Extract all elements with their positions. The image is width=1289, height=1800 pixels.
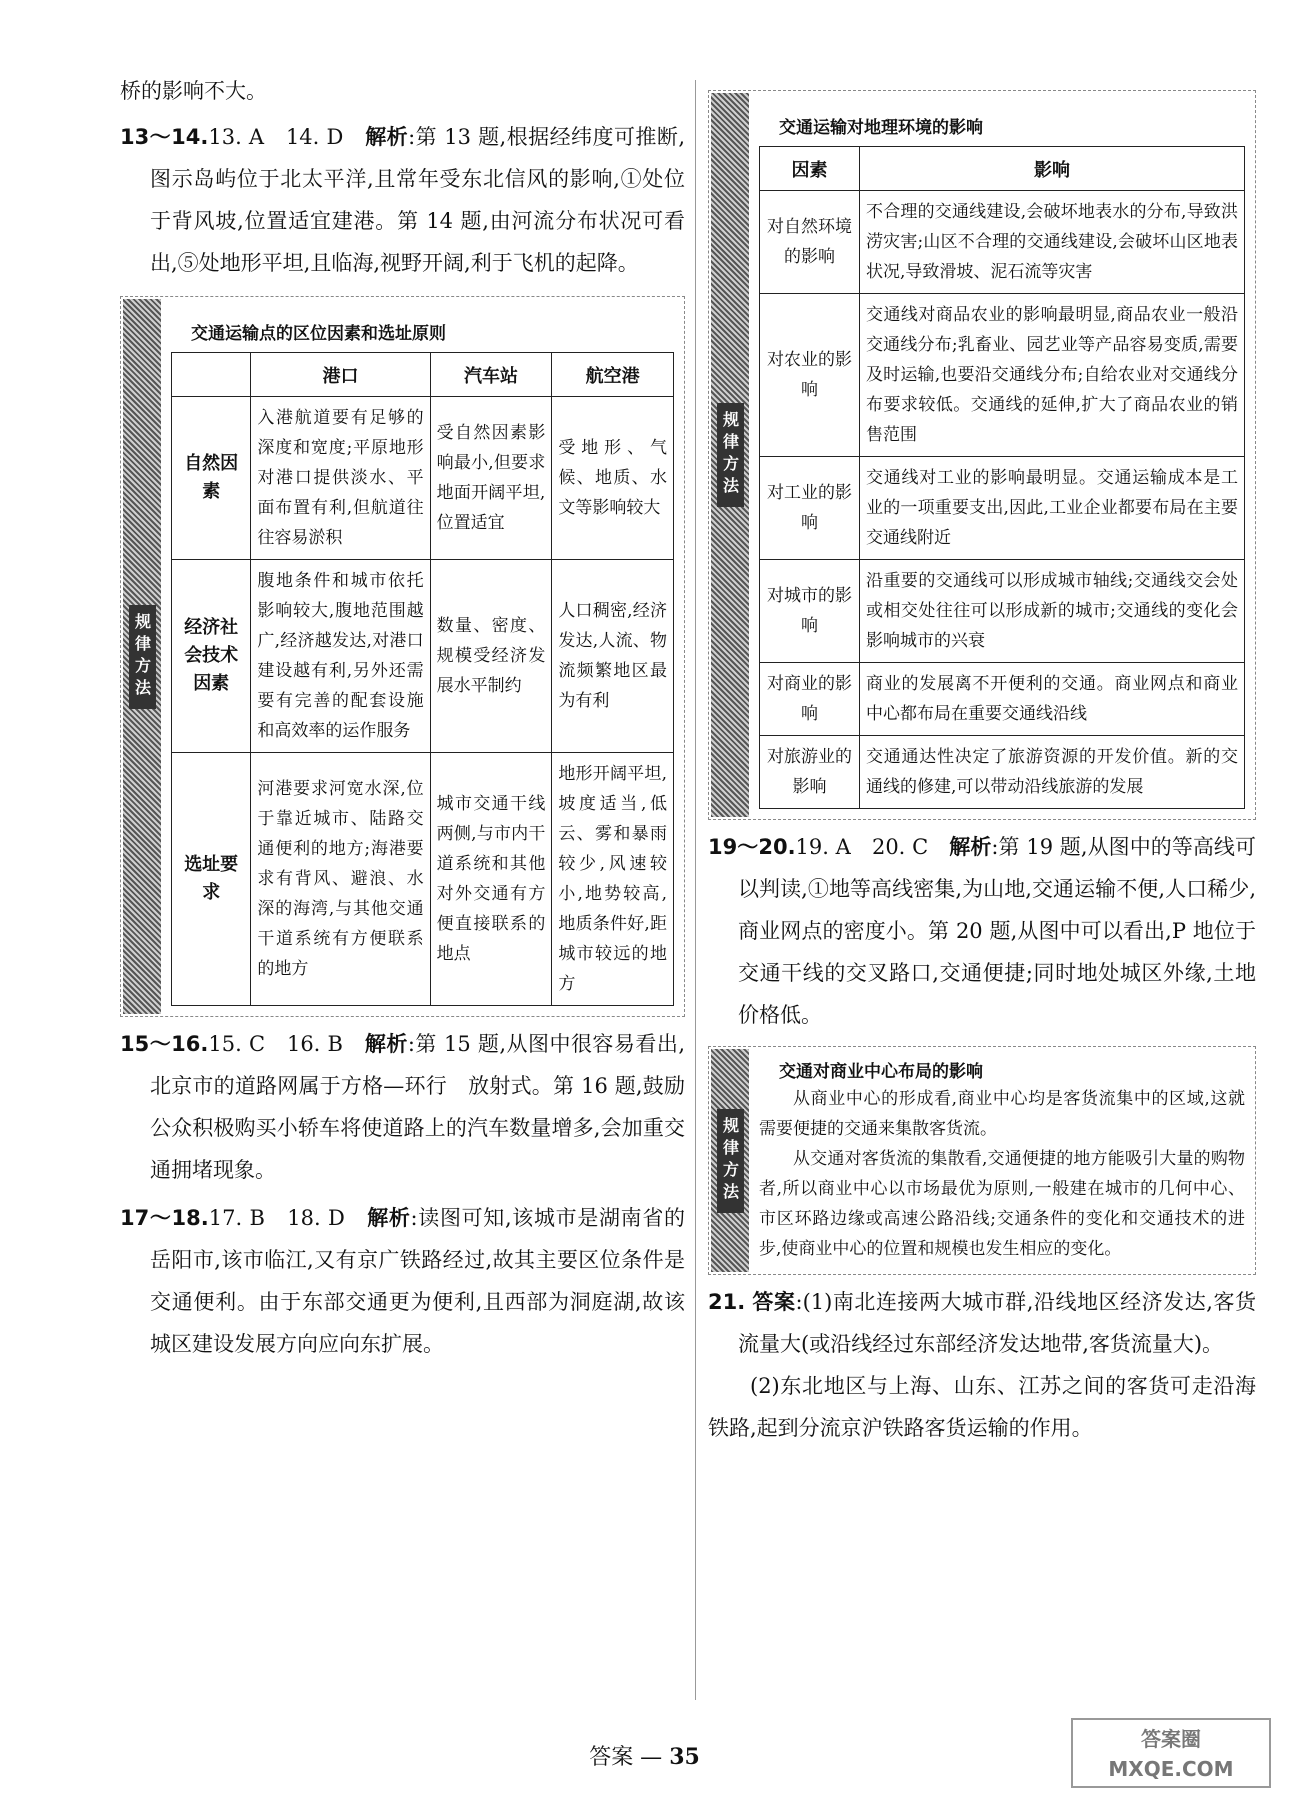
table-cell: 入港航道要有足够的深度和宽度;平原地形对港口提供淡水、平面布置有利,但航道往往容易淤积 xyxy=(251,397,430,560)
table-row xyxy=(760,663,1245,736)
table-cell: 数量、密度、规模受经济发展水平制约 xyxy=(430,560,552,753)
header-port: 港口 xyxy=(251,353,430,397)
table-header-row xyxy=(172,353,674,397)
left-column xyxy=(120,70,685,1365)
table-cell: 地形开阔平坦,坡度适当,低云、雾和暴雨较少,风速较小,地势较高,地质条件好,距城市较远的地方 xyxy=(552,753,674,1006)
table-header-row xyxy=(760,147,1245,191)
transport-impact-box xyxy=(708,90,1256,820)
table-row xyxy=(172,397,674,560)
table-row xyxy=(760,457,1245,560)
table-cell: 沿重要的交通线可以形成城市轴线;交通线交会处或相交处往往可以形成新的城市;交通线的变化会影响城市的兴衰 xyxy=(860,560,1245,663)
header-airport: 航空港 xyxy=(552,353,674,397)
paragraph-continued: 桥的影响不大。 xyxy=(120,79,267,103)
table-cell: 商业的发展离不开便利的交通。商业网点和商业中心都布局在重要交通线沿线 xyxy=(860,663,1245,736)
header-factor: 因素 xyxy=(760,147,860,191)
table-cell: 腹地条件和城市依托影响较大,腹地范围越广,经济越发达,对港口建设越有利,另外还需要有完善的配套设施和高效率的运作服务 xyxy=(251,560,430,753)
table-cell: 交通线对商品农业的影响最明显,商品农业一般沿交通线分布;乳畜业、园艺业等产品容易变质,需要及时运输,也要沿交通线分布;自给农业对交通线分布要求较低。交通线的延伸,扩大了商品农业的销售范围 xyxy=(860,294,1245,457)
box-title: 交通运输对地理环境的影响 xyxy=(779,118,983,138)
row-head: 对农业的影响 xyxy=(760,294,860,457)
box-title: 交通运输点的区位因素和选址原则 xyxy=(191,324,446,344)
right-column xyxy=(708,90,1256,1449)
box-title: 交通对商业中心布局的影响 xyxy=(779,1062,983,1082)
table-row xyxy=(760,560,1245,663)
question-13-14: 13～14.13. A 14. D 解析:第 13 题,根据经纬度可推断,图示岛屿位于北太平洋,且常年受东北信风的影响,①处位于背风坡,位置适宜建港。第 14 题,由河流分布状况可看出,⑤处地形平坦,且临海,视野开阔,利于飞机的起降。 xyxy=(120,125,685,275)
page-number: 35 xyxy=(669,1744,700,1770)
method-strip: 规律方法 xyxy=(711,93,749,817)
question-17-18: 17～18.17. B 18. D 解析:读图可知,该城市是湖南省的岳阳市,该市临江,又有京广铁路经过,故其主要区位条件是交通便利。由于东部交通更为便利,且西部为洞庭湖,故该城区建设发展方向应向东扩展。 xyxy=(120,1206,685,1356)
method-strip: 规律方法 xyxy=(123,299,161,1014)
table-row xyxy=(760,191,1245,294)
table-cell: 城市交通干线两侧,与市内干道系统和其他对外交通有方便直接联系的地点 xyxy=(430,753,552,1006)
row-head: 对城市的影响 xyxy=(760,560,860,663)
commercial-center-box xyxy=(708,1046,1256,1275)
row-head-natural: 自然因素 xyxy=(172,397,251,560)
table-row xyxy=(760,736,1245,809)
question-21: 21. 答案:(1)南北连接两大城市群,沿线地区经济发达,客货流量大(或沿线经过东部经济发达地带,客货流量大)。 xyxy=(708,1290,1256,1356)
row-head: 对自然环境的影响 xyxy=(760,191,860,294)
row-head: 对旅游业的影响 xyxy=(760,736,860,809)
location-factors-box xyxy=(120,296,685,1017)
table-cell: 受地形、气候、地质、水文等影响较大 xyxy=(552,397,674,560)
column-divider xyxy=(695,80,696,1700)
page-footer: 答案 — 35 xyxy=(589,1744,700,1770)
row-head-site-selection: 选址要求 xyxy=(172,753,251,1006)
header-bus-station: 汽车站 xyxy=(430,353,552,397)
box-paragraph: 从商业中心的形成看,商业中心均是客货流集中的区域,这就需要便捷的交通来集散客货流。 xyxy=(759,1089,1245,1139)
header-impact: 影响 xyxy=(860,147,1245,191)
watermark-logo: 答案圈 MXQE.COM xyxy=(1071,1718,1271,1788)
location-factors-table xyxy=(171,352,674,1006)
row-head: 对工业的影响 xyxy=(760,457,860,560)
table-row xyxy=(172,753,674,1006)
question-15-16: 15～16.15. C 16. B 解析:第 15 题,从图中很容易看出,北京市的道路网属于方格—环行 放射式。第 16 题,鼓励公众积极购买小轿车将使道路上的汽车数量增多,会加重交通拥堵现象。 xyxy=(120,1032,685,1182)
row-head-socioeconomic: 经济社会技术因素 xyxy=(172,560,251,753)
table-cell: 受自然因素影响最小,但要求地面开阔平坦,位置适宜 xyxy=(430,397,552,560)
table-cell: 不合理的交通线建设,会破坏地表水的分布,导致洪涝灾害;山区不合理的交通线建设,会破坏山区地表状况,导致滑坡、泥石流等灾害 xyxy=(860,191,1245,294)
row-head: 对商业的影响 xyxy=(760,663,860,736)
table-row xyxy=(172,560,674,753)
table-cell: 河港要求河宽水深,位于靠近城市、陆路交通便利的地方;海港要求有背风、避浪、水深的海湾,与其他交通干道系统有方便联系的地方 xyxy=(251,753,430,1006)
question-19-20: 19～20.19. A 20. C 解析:第 19 题,从图中的等高线可以判读,①地等高线密集,为山地,交通运输不便,人口稀少,商业网点的密度小。第 20 题,从图中可以看出,P 地位于交通干线的交叉路口,交通便捷;同时地处城区外缘,土地价格低。 xyxy=(708,835,1256,1027)
table-cell: 交通线对工业的影响最明显。交通运输成本是工业的一项重要支出,因此,工业企业都要布局在主要交通线附近 xyxy=(860,457,1245,560)
method-strip: 规律方法 xyxy=(711,1049,749,1272)
box-paragraph: 从交通对客货流的集散看,交通便捷的地方能吸引大量的购物者,所以商业中心以市场最优为原则,一般建在城市的几何中心、市区环路边缘或高速公路沿线;交通条件的变化和交通技术的进步,使商业中心的位置和规模也发生相应的变化。 xyxy=(759,1149,1245,1259)
table-cell: 交通通达性决定了旅游资源的开发价值。新的交通线的修建,可以带动沿线旅游的发展 xyxy=(860,736,1245,809)
table-cell: 人口稠密,经济发达,人流、物流频繁地区最为有利 xyxy=(552,560,674,753)
transport-impact-table xyxy=(759,146,1245,809)
question-21-part-2: (2)东北地区与上海、山东、江苏之间的客货可走沿海铁路,起到分流京沪铁路客货运输的作用。 xyxy=(708,1374,1256,1440)
table-row xyxy=(760,294,1245,457)
